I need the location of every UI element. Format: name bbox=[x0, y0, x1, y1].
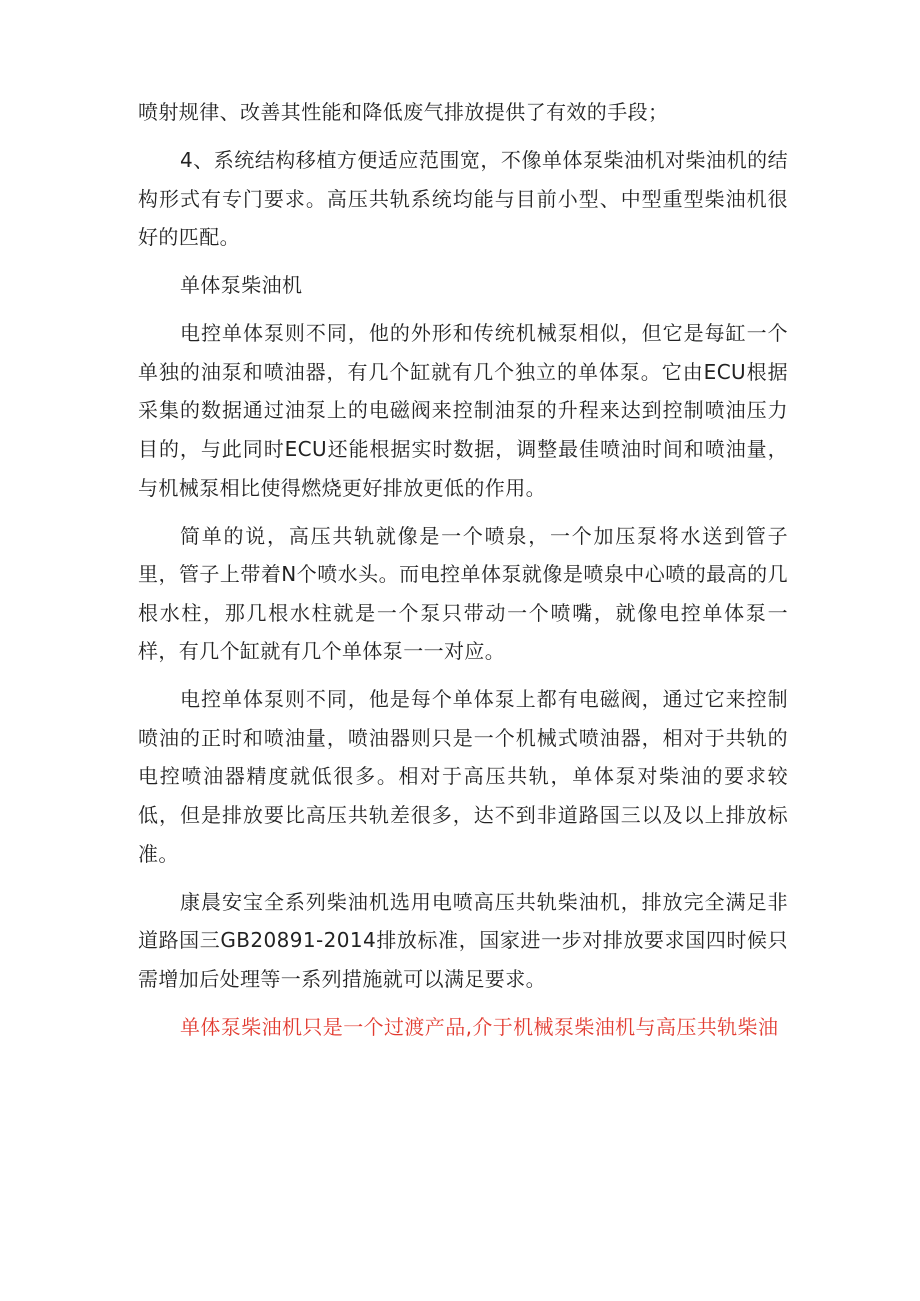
paragraph-highlight-note: 单体泵柴油机只是一个过渡产品,介于机械泵柴油机与高压共轨柴油 bbox=[180, 1014, 779, 1039]
paragraph-point-4: 4、系统结构移植方便适应范围宽，不像单体泵柴油机对柴油机的结构形式有专门要求。高压共轨系统均能与目前小型、中型重型柴油机很好的匹配。 bbox=[138, 147, 788, 250]
paragraph-kangchen-statement: 康晨安宝全系列柴油机选用电喷高压共轨柴油机，排放完全满足非道路国三GB20891-2014排放标准，国家进一步对排放要求国四时候只需增加后处理等一系列措施就可以满足要求。 bbox=[138, 889, 788, 991]
paragraph-continuation: 喷射规律、改善其性能和降低废气排放提供了有效的手段； bbox=[138, 100, 669, 124]
paragraph-unit-pump-intro: 电控单体泵则不同，他的外形和传统机械泵相似，但它是每缸一个单独的油泵和喷油器，有几个缸就有几个独立的单体泵。它由ECU根据采集的数据通过油泵上的电磁阀来控制油泵的升程来达到控制喷油压力目的，与此同时ECU还能根据实时数据，调整最佳喷油时间和喷油量，与机械泵相比使得燃烧更好排放更低的作用。 bbox=[138, 321, 788, 500]
section-heading: 单体泵柴油机 bbox=[180, 273, 303, 298]
paragraph-unit-pump-comparison: 电控单体泵则不同，他是每个单体泵上都有电磁阀，通过它来控制喷油的正时和喷油量，喷油器则只是一个机械式喷油器，相对于共轨的电控喷油器精度就低很多。相对于高压共轨，单体泵对柴油的要求较低，但是排放要比高压共轨差很多，达不到非道路国三以及以上排放标准。 bbox=[138, 687, 788, 866]
document-body bbox=[138, 93, 788, 1046]
paragraph-fountain-analogy: 简单的说，高压共轨就像是一个喷泉，一个加压泵将水送到管子里，管子上带着N个喷水头。而电控单体泵就像是喷泉中心喷的最高的几根水柱，那几根水柱就是一个泵只带动一个喷嘴，就像电控单体泵一样，有几个缸就有几个单体泵一一对应。 bbox=[138, 523, 788, 664]
